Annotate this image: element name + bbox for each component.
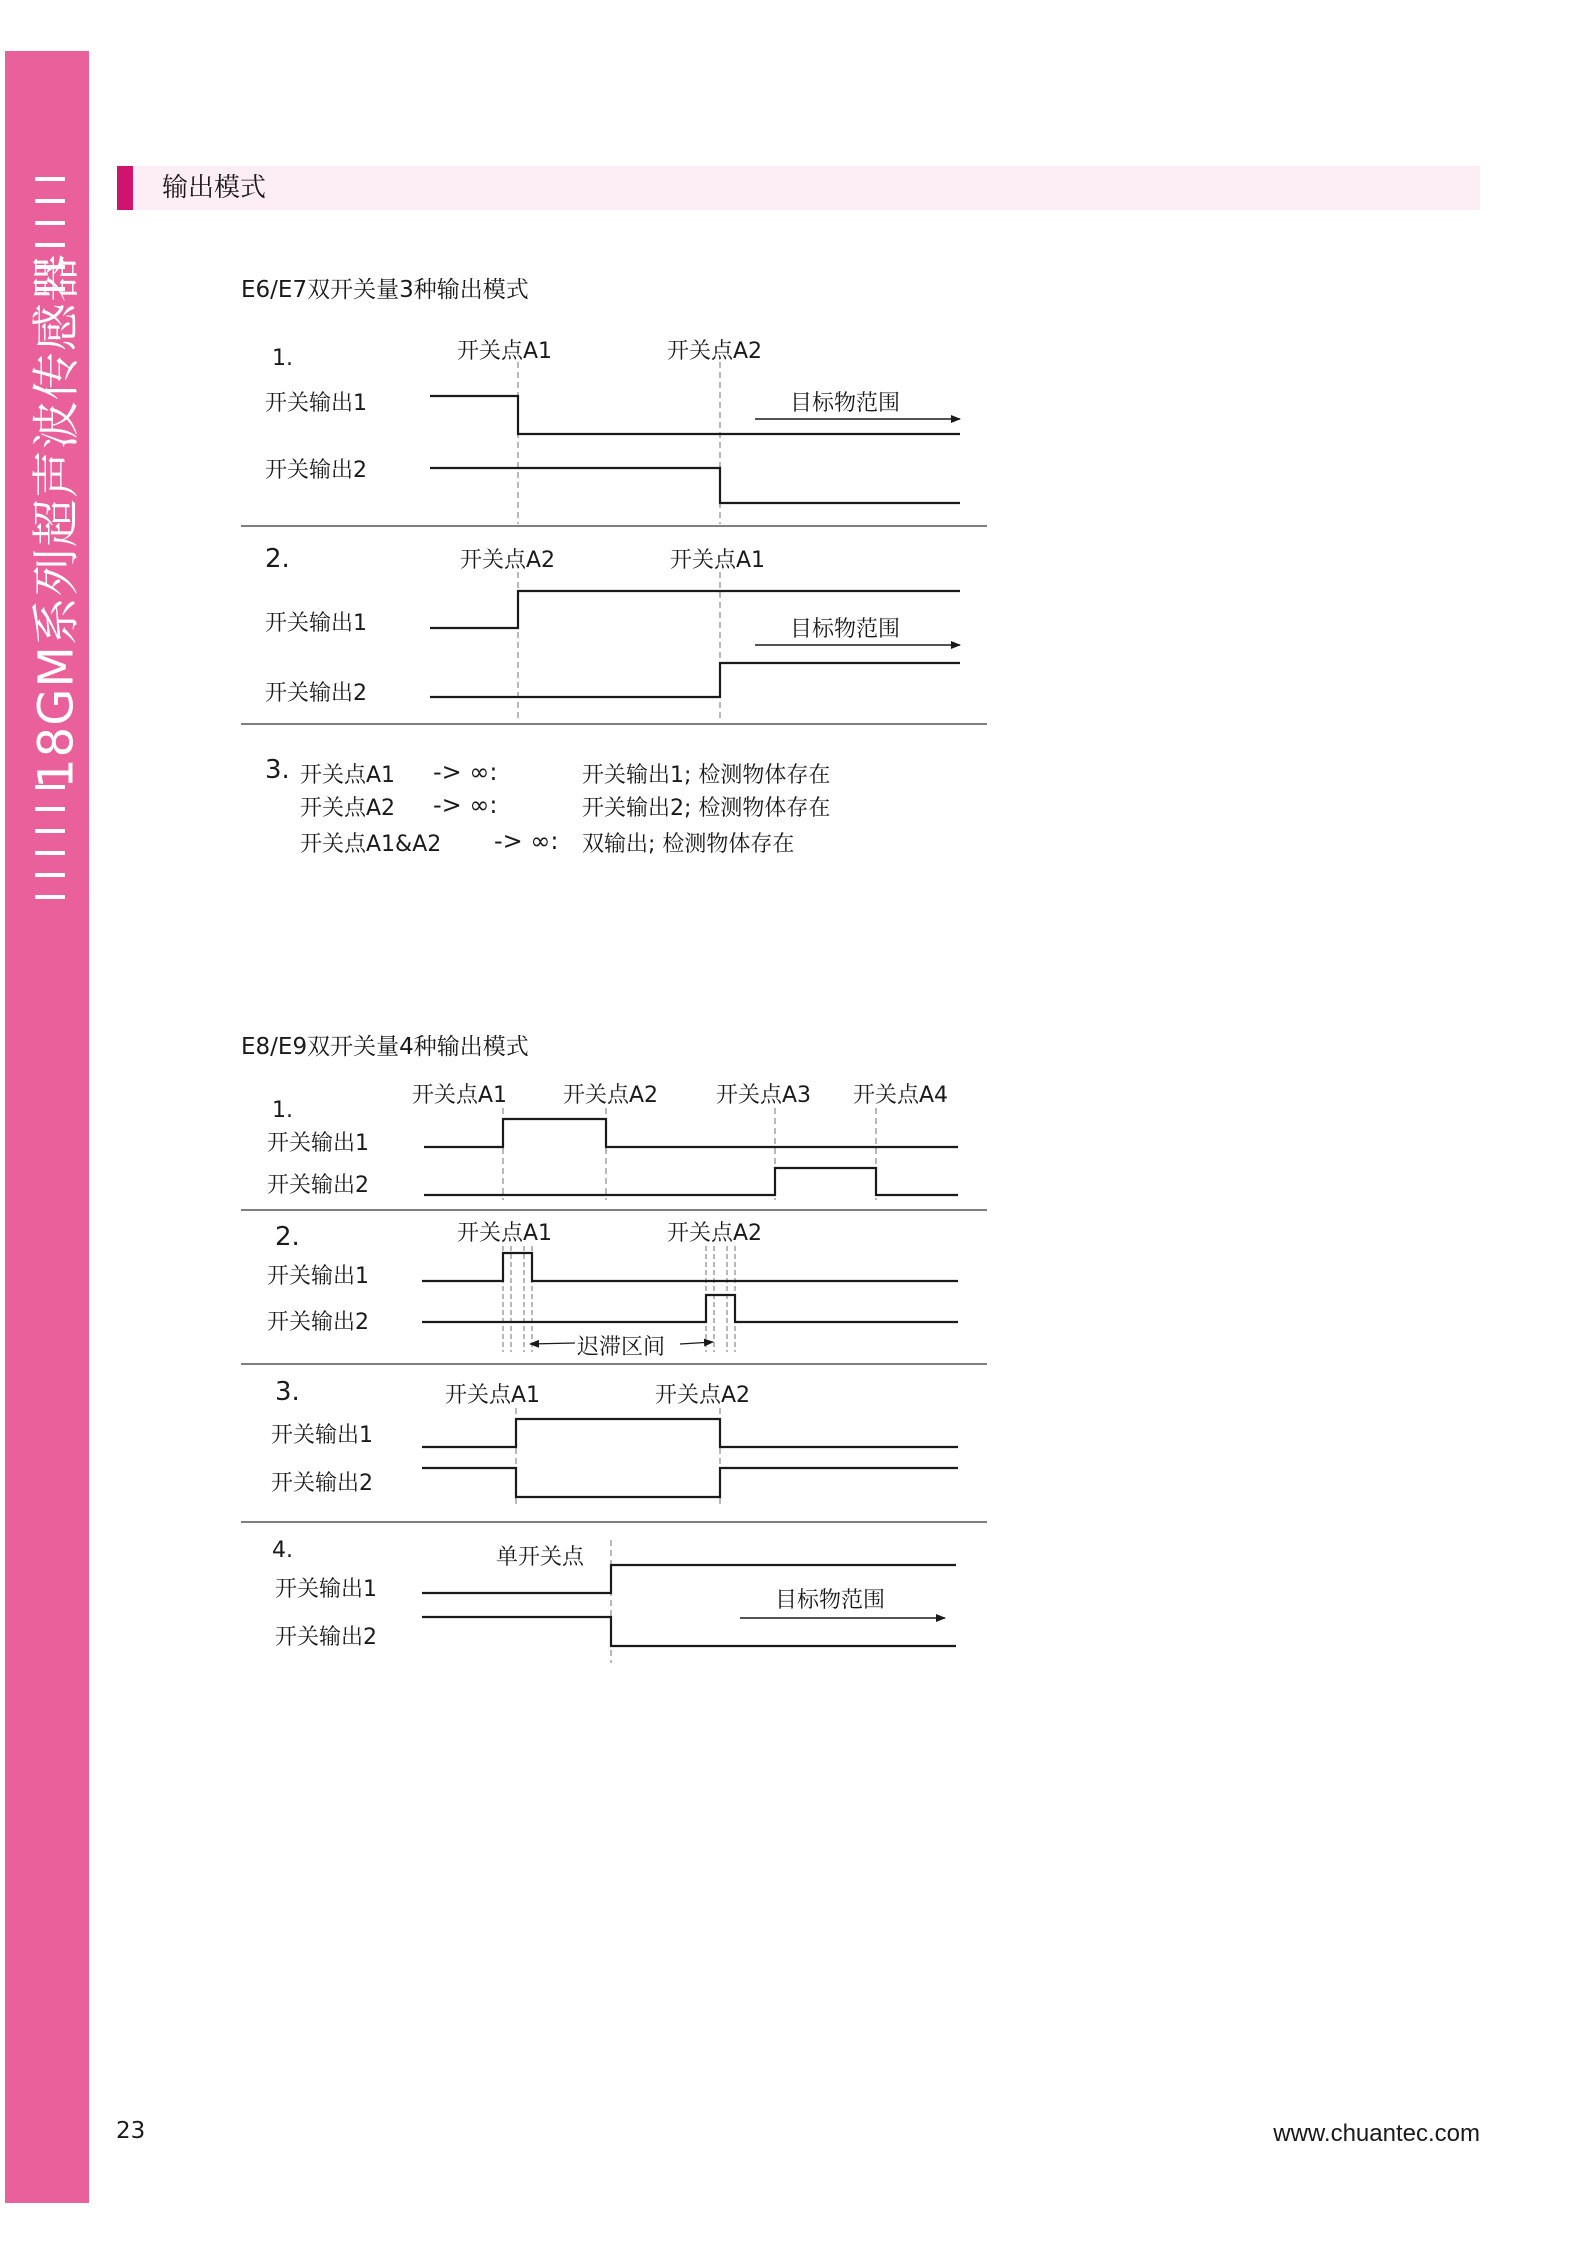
e6e7-mode3-text [265, 755, 830, 857]
e8e9-mode1-diagram [267, 1083, 958, 1200]
switch-point-label: 开关点A1 [445, 1383, 541, 1408]
switch-point-label: 开关点A1 [412, 1083, 508, 1108]
mode-number: 2. [275, 1222, 300, 1252]
condition-text: 开关点A2 [300, 796, 396, 821]
e8e9-title: E8/E9双开关量4种输出模式 [241, 1034, 529, 1060]
switch-point-label: 开关点A2 [563, 1083, 659, 1108]
target-range-label: 目标物范围 [775, 1588, 886, 1613]
output1-signal [424, 1119, 958, 1147]
output-label: 开关输出2 [275, 1625, 377, 1650]
mode-number: 1. [272, 346, 293, 371]
output-label: 开关输出2 [265, 681, 367, 706]
result-text: 开关输出1; 检测物体存在 [582, 763, 831, 788]
mode-number: 3. [275, 1377, 300, 1407]
target-range-label: 目标物范围 [790, 391, 901, 416]
output2-signal [422, 1617, 956, 1646]
output1-signal [422, 1419, 958, 1447]
section-title: 输出模式 [162, 173, 267, 203]
e8e9-mode4-diagram [272, 1538, 956, 1663]
output-label: 开关输出1 [267, 1131, 369, 1156]
output-label: 开关输出2 [267, 1310, 369, 1335]
e8e9-mode3-diagram [271, 1377, 958, 1504]
output-label: 开关输出2 [271, 1471, 373, 1496]
output2-signal [424, 1168, 958, 1195]
page-number: 23 [116, 2118, 146, 2144]
mode-number: 3. [265, 755, 290, 785]
output-label: 开关输出1 [271, 1423, 373, 1448]
single-switch-point-label: 单开关点 [496, 1545, 585, 1570]
switch-point-label: 开关点A4 [853, 1083, 949, 1108]
switch-point-label: 开关点A2 [655, 1383, 751, 1408]
output2-signal [430, 468, 960, 503]
sidebar-title: 18GM系列超声波传感器 [28, 253, 85, 789]
e6e7-mode2-diagram [265, 544, 960, 722]
output1-signal [422, 1253, 958, 1281]
condition-text: 开关点A1&A2 [300, 832, 442, 857]
hysteresis-arrow-left [530, 1343, 575, 1344]
output-label: 开关输出1 [265, 391, 367, 416]
switch-point-label: 开关点A1 [457, 1221, 553, 1246]
switch-point-label: 开关点A1 [670, 548, 766, 573]
hysteresis-label: 迟滞区间 [577, 1335, 666, 1360]
e8e9-mode2-diagram [267, 1221, 958, 1360]
e6e7-mode1-diagram [265, 339, 960, 524]
output-label: 开关输出1 [275, 1577, 377, 1602]
switch-point-label: 开关点A2 [667, 339, 763, 364]
output2-signal [422, 1295, 958, 1322]
output2-signal [422, 1468, 958, 1497]
switch-point-label: 开关点A2 [667, 1221, 763, 1246]
output-label: 开关输出2 [267, 1173, 369, 1198]
website-url[interactable]: www.chuantec.com [1273, 2120, 1480, 2147]
switch-point-label: 开关点A1 [457, 339, 553, 364]
switch-point-label: 开关点A3 [716, 1083, 812, 1108]
output2-signal [430, 663, 960, 697]
arrow-infinity: -> ∞: [433, 758, 498, 786]
e6e7-title: E6/E7双开关量3种输出模式 [241, 277, 529, 303]
output-label: 开关输出1 [265, 611, 367, 636]
mode-number: 1. [272, 1098, 293, 1123]
condition-text: 开关点A1 [300, 763, 396, 788]
switch-point-label: 开关点A2 [460, 548, 556, 573]
hysteresis-arrow-right [680, 1342, 713, 1344]
mode-number: 4. [272, 1538, 293, 1563]
result-text: 开关输出2; 检测物体存在 [582, 796, 831, 821]
arrow-infinity: -> ∞: [433, 791, 498, 819]
output-label: 开关输出1 [267, 1264, 369, 1289]
result-text: 双输出; 检测物体存在 [582, 832, 795, 857]
output-label: 开关输出2 [265, 458, 367, 483]
target-range-label: 目标物范围 [790, 617, 901, 642]
arrow-infinity: -> ∞: [494, 827, 559, 855]
mode-number: 2. [265, 544, 290, 574]
